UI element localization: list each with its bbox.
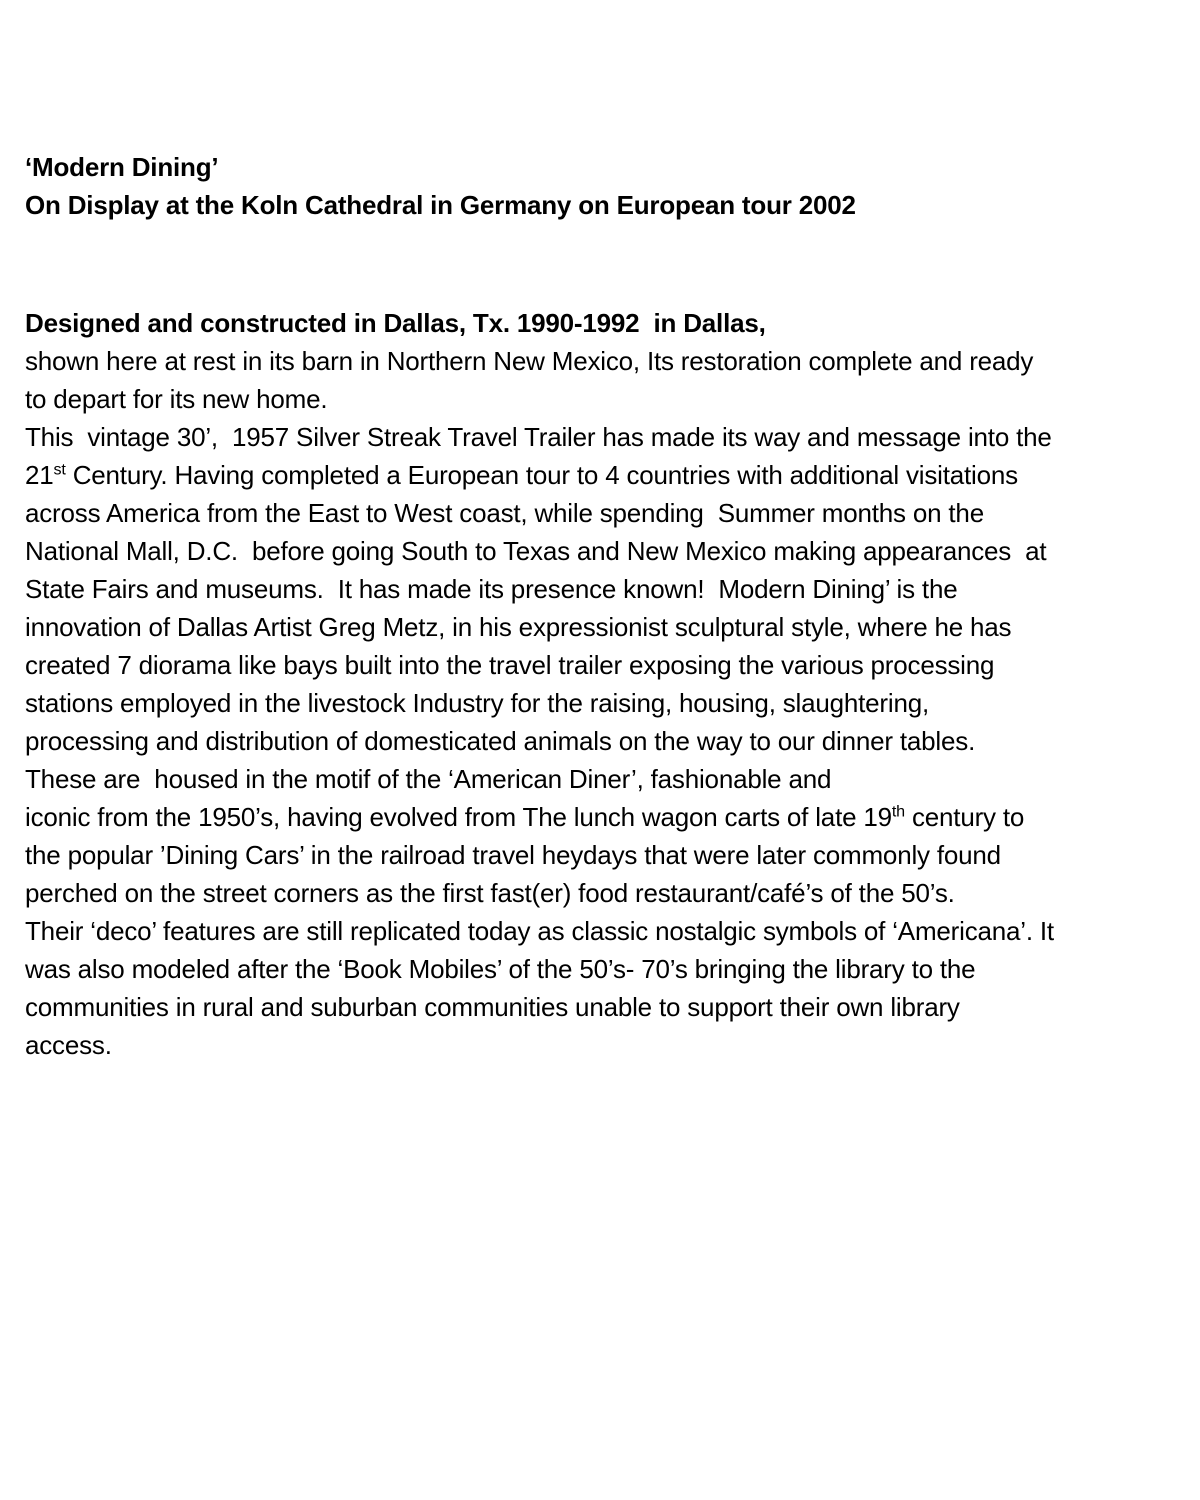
text-line <box>25 684 1180 722</box>
text-line <box>25 760 1180 798</box>
text-segment: shown here at rest in its barn in Northern New Mexico, Its restoration complete and ready <box>25 346 1034 376</box>
text-segment: National Mall, D.C. before going South to Texas and New Mexico making appearances at <box>25 536 1047 566</box>
text-line <box>25 608 1180 646</box>
text-segment: perched on the street corners as the first fast(er) food restaurant/café’s of the 50’s. <box>25 878 955 908</box>
text-segment: communities in rural and suburban communities unable to support their own library <box>25 992 960 1022</box>
text-line <box>25 798 1180 836</box>
superscript-text: th <box>891 802 905 821</box>
title-line-1: ‘Modern Dining’ <box>25 152 219 182</box>
superscript-text: st <box>53 460 66 479</box>
body-paragraph <box>25 304 1180 1064</box>
text-line <box>25 570 1180 608</box>
title-body-spacer <box>25 224 1180 304</box>
text-line <box>25 1026 1180 1064</box>
text-segment: stations employed in the livestock Industry for the raising, housing, slaughtering, <box>25 688 930 718</box>
text-segment: across America from the East to West coast, while spending Summer months on the <box>25 498 984 528</box>
document-title-block <box>25 148 1180 224</box>
text-segment: These are housed in the motif of the ‘American Diner’, fashionable and <box>25 764 832 794</box>
text-segment: 21 <box>25 460 54 490</box>
text-segment: century to <box>904 802 1025 832</box>
text-line <box>25 532 1180 570</box>
text-line <box>25 722 1180 760</box>
text-line <box>25 418 1180 456</box>
text-line <box>25 646 1180 684</box>
text-segment: was also modeled after the ‘Book Mobiles’ of the 50’s- 70’s bringing the library to the <box>25 954 976 984</box>
text-line <box>25 380 1180 418</box>
text-segment: access. <box>25 1030 112 1060</box>
text-line <box>25 304 1180 342</box>
text-segment: to depart for its new home. <box>25 384 328 414</box>
text-line <box>25 456 1180 494</box>
text-segment: processing and distribution of domesticated animals on the way to our dinner tables. <box>25 726 976 756</box>
bold-text: Designed and constructed in Dallas, Tx. 1990-1992 in Dallas, <box>25 308 766 338</box>
text-line <box>25 912 1180 950</box>
text-segment: State Fairs and museums. It has made its presence known! Modern Dining’ is the <box>25 574 958 604</box>
text-line <box>25 342 1180 380</box>
text-line <box>25 950 1180 988</box>
text-line <box>25 988 1180 1026</box>
title-line-2: On Display at the Koln Cathedral in Germany on European tour 2002 <box>25 190 856 220</box>
text-segment: This vintage 30’, 1957 Silver Streak Travel Trailer has made its way and message into the <box>25 422 1052 452</box>
text-line <box>25 836 1180 874</box>
text-line <box>25 874 1180 912</box>
text-segment: innovation of Dallas Artist Greg Metz, in his expressionist sculptural style, where he has <box>25 612 1012 642</box>
text-segment: Century. Having completed a European tour to 4 countries with additional visitations <box>65 460 1018 490</box>
text-segment: Their ‘deco’ features are still replicated today as classic nostalgic symbols of ‘Americana’. It <box>25 916 1054 946</box>
text-segment: created 7 diorama like bays built into the travel trailer exposing the various processing <box>25 650 995 680</box>
text-line <box>25 494 1180 532</box>
text-segment: iconic from the 1950’s, having evolved from The lunch wagon carts of late 19 <box>25 802 892 832</box>
text-segment: the popular ’Dining Cars’ in the railroad travel heydays that were later commonly found <box>25 840 1001 870</box>
